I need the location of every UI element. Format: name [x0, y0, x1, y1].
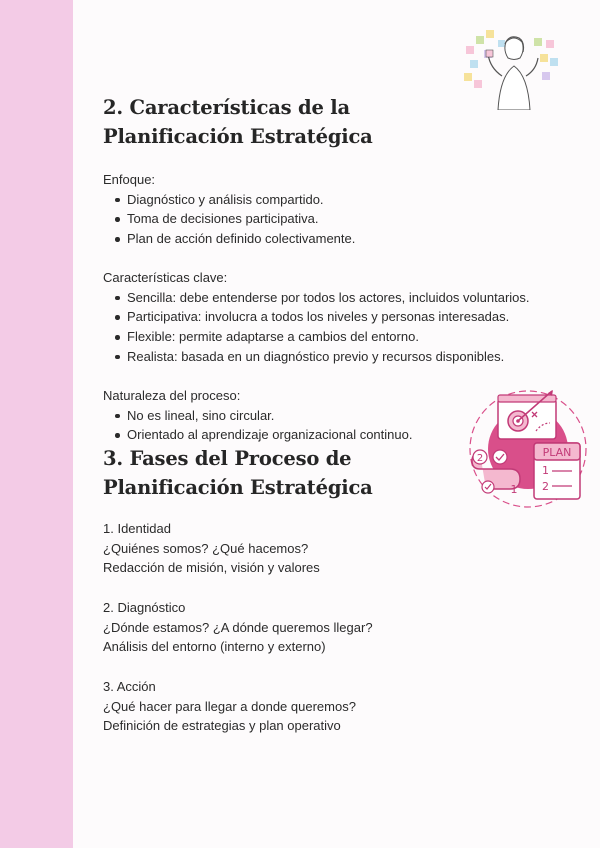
phase-1	[103, 519, 320, 578]
plan-label: PLAN	[542, 446, 572, 459]
phase-detail: Redacción de misión, visión y valores	[103, 560, 320, 576]
list-item: Flexible: permite adaptarse a cambios del entorno.	[103, 327, 530, 347]
strategy-plan-illustration	[466, 387, 590, 511]
phase-heading: 2. Diagnóstico	[103, 600, 186, 615]
sticky-note	[498, 40, 505, 47]
caracteristicas-block	[103, 268, 530, 367]
phase-detail: Definición de estrategias y plan operativo	[103, 718, 341, 734]
enfoque-block	[103, 170, 355, 249]
step-number: 1	[510, 483, 518, 496]
phase-detail: Análisis del entorno (interno y externo)	[103, 639, 326, 655]
list-item: Diagnóstico y análisis compartido.	[103, 190, 355, 210]
sticky-note	[470, 60, 478, 68]
naturaleza-block	[103, 386, 412, 445]
list-item: Sencilla: debe entenderse por todos los actores, incluidos voluntarios.	[103, 288, 530, 308]
phase-heading: 3. Acción	[103, 679, 156, 694]
sticky-note	[464, 73, 472, 81]
list-item: Plan de acción definido colectivamente.	[103, 229, 355, 249]
plan-list-number: 2	[542, 480, 549, 493]
list-item: Orientado al aprendizaje organizacional continuo.	[103, 425, 412, 445]
phase-question: ¿Dónde estamos? ¿A dónde queremos llegar?	[103, 619, 373, 635]
list-item: Participativa: involucra a todos los niveles y personas interesadas.	[103, 307, 530, 327]
caracteristicas-label: Características clave:	[103, 270, 228, 285]
sticky-note	[466, 46, 474, 54]
phase-heading: 1. Identidad	[103, 521, 171, 536]
naturaleza-list	[103, 406, 412, 445]
sticky-note	[540, 54, 548, 62]
sticky-note	[474, 80, 482, 88]
sticky-note	[476, 36, 484, 44]
sticky-note	[546, 40, 554, 48]
woman-head	[505, 38, 523, 60]
sticky-note	[550, 58, 558, 66]
phase-question: ¿Quiénes somos? ¿Qué hacemos?	[103, 540, 309, 556]
plan-list-number: 1	[542, 464, 549, 477]
section-3-title: 3. Fases del Proceso de Planificación Estratégica	[103, 447, 373, 499]
check-badge-icon	[493, 450, 507, 464]
woman-body	[498, 66, 530, 110]
sticky-note	[486, 30, 494, 38]
phase-2	[103, 598, 373, 657]
enfoque-list	[103, 190, 355, 249]
phase-question: ¿Qué hacer para llegar a donde queremos?	[103, 698, 356, 714]
phase-3	[103, 677, 356, 736]
section-2-title: 2. Características de la Planificación Estratégica	[103, 96, 373, 148]
naturaleza-label: Naturaleza del proceso:	[103, 388, 241, 403]
caracteristicas-list	[103, 288, 530, 367]
enfoque-label: Enfoque:	[103, 172, 156, 187]
sticky-note	[534, 38, 542, 46]
step-number: 2	[476, 453, 484, 464]
list-item: Toma de decisiones participativa.	[103, 209, 355, 229]
list-item: No es lineal, sino circular.	[103, 406, 412, 426]
list-item: Realista: basada en un diagnóstico previo y recursos disponibles.	[103, 347, 530, 367]
sticky-note	[542, 72, 550, 80]
